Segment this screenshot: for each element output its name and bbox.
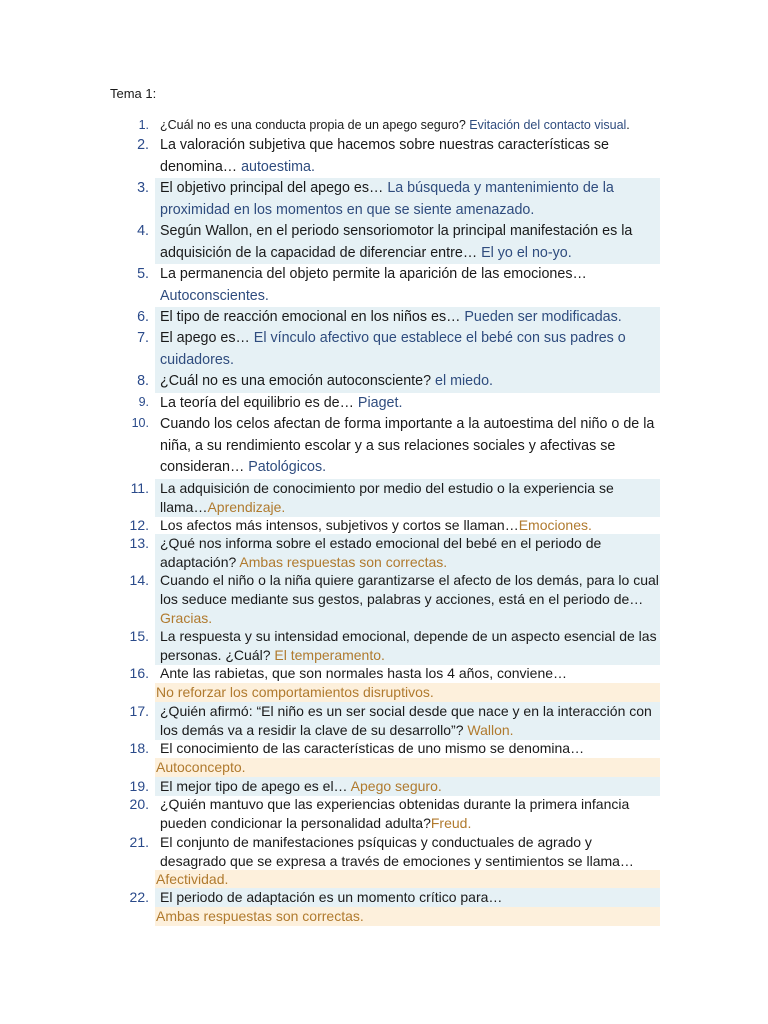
answer-text: el miedo. xyxy=(435,373,494,389)
question-item xyxy=(129,702,660,740)
answer-text: autoestima. xyxy=(241,158,315,175)
question-number: 1. xyxy=(138,118,149,132)
question-item xyxy=(129,664,660,683)
answer-text: Afectividad. xyxy=(156,871,229,887)
question-text: La adquisición de conocimiento por medio del estudio o la experiencia se llama… xyxy=(160,480,614,515)
question-number: 9. xyxy=(138,395,149,409)
answer-text: Aprendizaje. xyxy=(207,499,286,515)
question-item xyxy=(129,534,660,572)
answer-text: Piaget. xyxy=(357,395,403,411)
answer-text: Ambas respuestas son correctas. xyxy=(239,554,448,570)
question-number: 13. xyxy=(129,535,149,551)
question-item xyxy=(129,627,660,665)
answer-text: Pueden ser modificadas. xyxy=(464,309,622,325)
question-number: 11. xyxy=(130,480,149,496)
question-number: 21. xyxy=(129,834,149,850)
question-number: 3. xyxy=(137,180,149,196)
question-item xyxy=(129,516,660,535)
answer-text: Apego seguro. xyxy=(350,778,442,794)
question-item xyxy=(131,414,660,479)
answer-text: Patológicos. xyxy=(248,459,327,475)
question-number: 7. xyxy=(137,330,149,346)
question-text: El conjunto de manifestaciones psíquicas y conductuales de agrado y desagrado que se expresa a través de emociones y sentimientos se llama… xyxy=(160,834,634,869)
question-text: Cuando los celos afectan de forma importante a la autoestima del niño o de la niña, a su rendimiento escolar y a sus relaciones sociales y afectivas se consideran… xyxy=(160,416,655,475)
question-item xyxy=(129,777,660,796)
question-text: Cuando el niño o la niña quiere garantizarse el afecto de los demás, para lo cual los seduce mediante sus gestos, palabras y acciones, está en el periodo de… xyxy=(160,572,659,607)
question-text: ¿Quién afirmó: “El niño es un ser social desde que nace y en la interacción con los demás va a residir la clave de su desarrollo”? xyxy=(160,703,652,738)
answer-text: Emociones. xyxy=(518,517,592,533)
question-number: 17. xyxy=(129,703,149,719)
answer-text: Ambas respuestas son correctas. xyxy=(156,908,364,924)
question-item xyxy=(129,571,660,628)
question-item xyxy=(137,264,660,307)
question-number: 22. xyxy=(129,889,149,905)
question-item xyxy=(129,739,660,758)
answer-tail: . xyxy=(626,118,630,132)
question-number: 10. xyxy=(131,416,149,430)
question-text: El tipo de reacción emocional en los niños es… xyxy=(160,309,465,325)
question-number: 6. xyxy=(137,309,149,325)
question-item xyxy=(137,221,660,264)
question-number: 20. xyxy=(129,796,149,812)
question-item xyxy=(137,178,660,221)
answer-text: Wallon. xyxy=(467,722,514,738)
question-item xyxy=(138,116,660,134)
question-text: El apego es… xyxy=(160,330,254,346)
question-text: ¿Qué nos informa sobre el estado emocional del bebé en el periodo de adaptación? xyxy=(160,535,602,570)
question-number: 14. xyxy=(129,572,149,588)
question-text: La permanencia del objeto permite la aparición de las emociones… xyxy=(160,266,587,282)
question-text: La respuesta y su intensidad emocional, depende de un aspecto esencial de las personas. ¿Cuál? xyxy=(160,628,657,663)
question-number: 12. xyxy=(129,517,149,533)
question-item xyxy=(130,479,660,517)
question-text: Ante las rabietas, que son normales hasta los 4 años, conviene… xyxy=(160,665,568,681)
answer-text: El temperamento. xyxy=(274,647,385,663)
answer-text: Gracias. xyxy=(160,610,213,626)
answer-text: El vínculo afectivo que establece el bebé con sus padres o cuidadores. xyxy=(160,330,626,368)
answer-line xyxy=(155,758,660,777)
question-text: ¿Cuál no es una conducta propia de un apego seguro? xyxy=(160,118,470,132)
answer-text: Freud. xyxy=(430,815,472,831)
answer-line xyxy=(155,907,660,926)
question-text: ¿Cuál no es una emoción autoconsciente? xyxy=(160,373,435,389)
question-item xyxy=(137,307,660,329)
answer-text: No reforzar los comportamientos disruptivos. xyxy=(156,684,434,700)
question-number: 4. xyxy=(137,223,149,239)
question-number: 8. xyxy=(137,373,149,389)
question-text: El conocimiento de las características de uno mismo se denomina… xyxy=(160,740,585,756)
answer-line xyxy=(155,870,660,889)
question-item xyxy=(137,328,660,371)
question-number: 16. xyxy=(129,665,149,681)
question-item xyxy=(129,833,660,871)
question-text: El objetivo principal del apego es… xyxy=(160,180,388,196)
question-item xyxy=(137,371,660,393)
question-text: Los afectos más intensos, subjetivos y cortos se llaman… xyxy=(160,517,519,533)
answer-line xyxy=(155,683,660,702)
answer-text: Autoconscientes. xyxy=(160,287,269,304)
answer-text: Evitación del contacto visual xyxy=(469,118,627,132)
answer-text: Autoconcepto. xyxy=(156,759,246,775)
question-item xyxy=(129,888,660,907)
question-item xyxy=(137,135,660,178)
question-item xyxy=(138,393,660,415)
question-number: 15. xyxy=(129,628,149,644)
question-number: 5. xyxy=(137,266,149,282)
question-number: 19. xyxy=(129,778,149,794)
question-text: ¿Quién mantuvo que las experiencias obtenidas durante la primera infancia pueden condicionar la personalidad adulta? xyxy=(160,796,630,831)
question-text: El mejor tipo de apego es el… xyxy=(160,778,351,794)
question-number: 2. xyxy=(137,137,149,153)
question-text: El periodo de adaptación es un momento crítico para… xyxy=(160,889,503,905)
question-item xyxy=(129,795,660,833)
question-text: La teoría del equilibrio es de… xyxy=(160,395,358,411)
section-title: Tema 1: xyxy=(110,86,157,101)
answer-text: El yo el no-yo. xyxy=(481,244,572,261)
question-text: Según Wallon, en el periodo sensoriomotor la principal manifestación es la adquisición de la capacidad de diferenciar entre… xyxy=(160,223,633,261)
question-number: 18. xyxy=(129,740,149,756)
answer-text: La búsqueda y mantenimiento de la proximidad en los momentos en que se siente amenazado. xyxy=(160,180,614,218)
question-text: La valoración subjetiva que hacemos sobre nuestras características se denomina… xyxy=(160,137,609,175)
